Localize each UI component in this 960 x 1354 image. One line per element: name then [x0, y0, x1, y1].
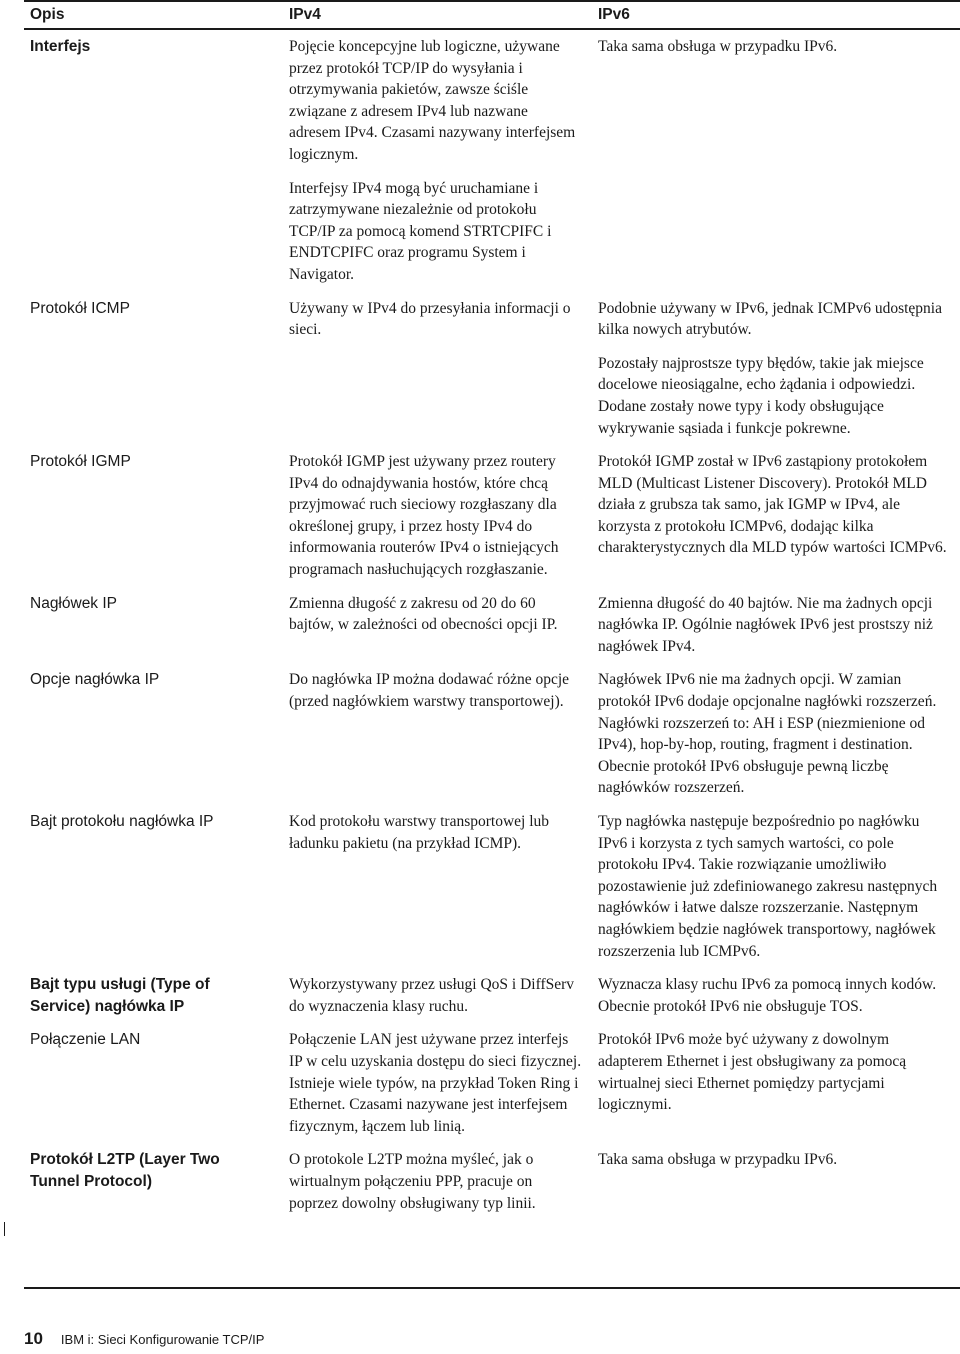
- row-ipv4-cell: [283, 669, 592, 799]
- ipv6-paragraph: Protokół IGMP został w IPv6 zastąpiony protokołem MLD (Multicast Listener Discovery). Protokół MLD działa z grubsza tak samo, jak IGMP w IPv4, ale korzysta z protokołu ICMPv6, dodając kilka charakterystycznych dla MLD typów wartości ICMPv6.: [598, 453, 947, 557]
- ipv4-paragraph: O protokole L2TP można myśleć, jak o wirtualnym połączeniu PPP, pracuje on poprzez dowolny obsługiwany typ linii.: [289, 1151, 536, 1212]
- ipv6-paragraph: Zmienna długość do 40 bajtów. Nie ma żadnych opcji nagłówka IP. Ogólnie nagłówek IPv6 jest prostszy niż nagłówek IPv4.: [598, 594, 933, 655]
- table-row: [24, 451, 960, 581]
- header-opis: Opis: [30, 6, 65, 23]
- ipv6-paragraph: Wyznacza klasy ruchu IPv6 za pomocą innych kodów. Obecnie protokół IPv6 nie obsługuje TOS.: [598, 976, 937, 1015]
- row-ipv4-cell: [283, 451, 592, 581]
- comparison-table: [24, 0, 960, 1226]
- row-ipv4-cell: [283, 811, 592, 962]
- ipv4-paragraph: Do nagłówka IP można dodawać różne opcje (przed nagłówkiem warstwy transportowej).: [289, 671, 570, 711]
- ipv6-paragraph: Typ nagłówka następuje bezpośrednio po nagłówku IPv6 i korzysta z tych samych wartości, co pole protokołu IPv4. Takie rozwiązanie umożliwiło pozostawienie już zdefiniowanego zakresu następnych nagłówków i łatwe dalsze rozszerzanie. Następnym nagłówkiem będzie nagłówek transportowy, nagłówek rozszerzenia lub ICMPv6.: [598, 813, 938, 960]
- header-ipv4: IPv4: [289, 6, 321, 23]
- row-description: Protokół ICMP: [30, 299, 130, 317]
- table-row: [24, 669, 960, 799]
- row-description: Opcje nagłówka IP: [30, 671, 160, 689]
- row-ipv6-cell: [592, 593, 960, 658]
- row-ipv6-cell: [592, 1149, 960, 1214]
- row-ipv6-cell: [592, 974, 960, 1017]
- ipv4-paragraph: Używany w IPv4 do przesyłania informacji o sieci.: [289, 299, 571, 339]
- ipv4-paragraph: Zmienna długość z zakresu od 20 do 60 bajtów, w zależności od obecności opcji IP.: [289, 594, 558, 634]
- ipv4-paragraph: Połączenie LAN jest używane przez interfejs IP w celu uzyskania dostępu do sieci fizycznej. Istnieje wiele typów, na przykład Token Ring i Ethernet. Czasami nazywane jest interfejsem fizycznym, łączem lub linią.: [289, 1031, 582, 1135]
- ipv4-paragraph: Interfejsy IPv4 mogą być uruchamiane i zatrzymywane niezależnie od protokołu TCP/IP za pomocą komend STRTCPIFC i ENDTCPIFC oraz programu System i Navigator.: [289, 179, 552, 283]
- row-ipv6-cell: [592, 36, 960, 286]
- ipv4-paragraph: Wykorzystywany przez usługi QoS i DiffServ do wyznaczenia klasy ruchu.: [289, 976, 575, 1015]
- table-row: [24, 593, 960, 658]
- table-row: [24, 298, 960, 440]
- page-number: 10: [24, 1329, 43, 1348]
- row-ipv4-cell: [283, 974, 592, 1017]
- page-footer: [24, 1329, 264, 1349]
- row-description: Połączenie LAN: [30, 1031, 141, 1049]
- row-description: Bajt protokołu nagłówka IP: [30, 813, 214, 830]
- table-row: [24, 974, 960, 1017]
- ipv6-paragraph: Podobnie używany w IPv6, jednak ICMPv6 udostępnia kilka nowych atrybutów.: [598, 299, 942, 339]
- table-row: [24, 1029, 960, 1137]
- row-ipv6-cell: [592, 1029, 960, 1137]
- ipv6-paragraph: Pozostały najprostsze typy błędów, takie jak miejsce docelowe nieosiągalne, echo żądania i odpowiedzi. Dodane zostały nowe typy i kody obsługujące wykrywanie sąsiada i funkcje pokrewne.: [598, 354, 924, 437]
- revision-change-bar: [4, 1222, 5, 1236]
- row-ipv6-cell: [592, 669, 960, 799]
- ipv4-paragraph: Kod protokołu warstwy transportowej lub ładunku pakietu (na przykład ICMP).: [289, 813, 550, 852]
- row-description: Interfejs: [30, 38, 91, 55]
- row-description: Protokół IGMP: [30, 453, 131, 471]
- ipv6-paragraph: Taka sama obsługa w przypadku IPv6.: [598, 38, 838, 55]
- row-ipv4-cell: [283, 1149, 592, 1214]
- ipv4-paragraph: Pojęcie koncepcyjne lub logiczne, używane przez protokół TCP/IP do wysyłania i otrzymywania pakietów, zawsze ściśle związane z adresem IPv4 lub nazwane adresem IPv4. Czasami nazywany interfejsem logicznym.: [289, 38, 576, 163]
- row-description: Protokół L2TP (Layer Two Tunnel Protocol): [30, 1151, 220, 1190]
- row-description: Nagłówek IP: [30, 594, 118, 612]
- row-ipv4-cell: [283, 36, 592, 286]
- table-row: [24, 811, 960, 962]
- row-ipv6-cell: [592, 451, 960, 581]
- table-bottom-rule: [24, 1287, 960, 1289]
- row-ipv4-cell: [283, 298, 592, 440]
- table-row: [24, 36, 960, 286]
- ipv6-paragraph: Protokół IPv6 może być używany z dowolnym adapterem Ethernet i jest obsługiwany za pomocą wirtualnej sieci Ethernet pomiędzy partycjami logicznymi.: [598, 1031, 907, 1114]
- row-ipv4-cell: [283, 593, 592, 658]
- table-row: [24, 1149, 960, 1214]
- ipv4-paragraph: Protokół IGMP jest używany przez routery IPv4 do odnajdywania hostów, które chcą przyjmować ruch sieciowy rozgłaszany dla określonej grupy, i przez hosty IPv4 do informowania routerów IPv4 o istniejących programach nasłuchujących rozgłaszanie.: [289, 453, 559, 579]
- footer-title: IBM i: Sieci Konfigurowanie TCP/IP: [60, 1332, 265, 1347]
- table-header-row: [24, 0, 960, 30]
- ipv6-paragraph: Nagłówek IPv6 nie ma żadnych opcji. W zamian protokół IPv6 dodaje opcjonalne nagłówki rozszerzeń. Nagłówki rozszerzeń to: AH i ESP (niezmienione od IPv4), hop-by-hop, routing, fragment i destination. Obecnie protokół IPv6 obsługuje pewną liczbę nagłówków rozszerzeń.: [598, 671, 937, 797]
- row-description: Bajt typu usługi (Type of Service) nagłówka IP: [30, 976, 210, 1015]
- row-ipv6-cell: [592, 811, 960, 962]
- ipv6-paragraph: Taka sama obsługa w przypadku IPv6.: [598, 1151, 838, 1169]
- header-ipv6: IPv6: [598, 6, 630, 23]
- row-ipv6-cell: [592, 298, 960, 440]
- row-ipv4-cell: [283, 1029, 592, 1137]
- table-body: [24, 30, 960, 1214]
